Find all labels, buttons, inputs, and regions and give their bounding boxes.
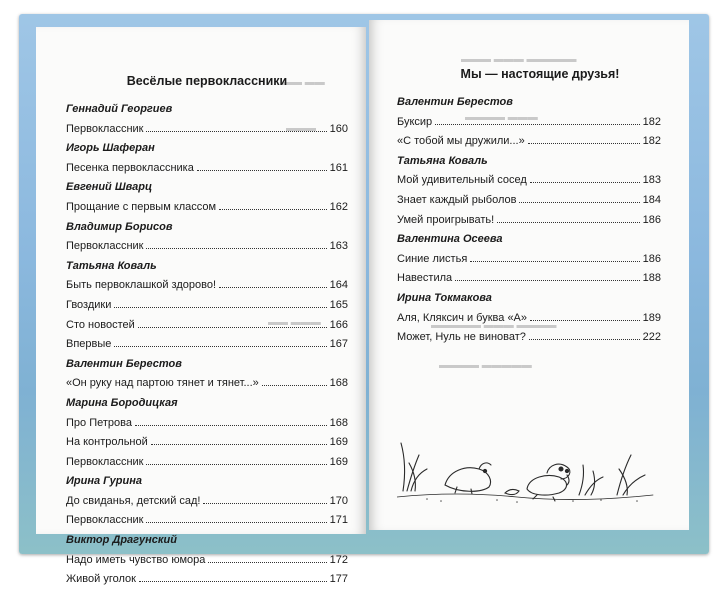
author-name: Валентин Берестов (397, 96, 513, 108)
page-number: 166 (329, 318, 348, 331)
dot-leader (139, 581, 327, 582)
page-number: 160 (329, 122, 348, 135)
entry-title: «С тобой мы дружили...» (397, 135, 525, 148)
page-number: 162 (329, 200, 348, 213)
page-number: 169 (329, 455, 348, 468)
toc-entry (66, 316, 348, 336)
entry-title: Буксир (397, 115, 433, 128)
author-name: Марина Бородицкая (66, 396, 178, 409)
animals-illustration (397, 425, 657, 505)
entry-title: Аля, Кляксич и буква «А» (397, 311, 528, 324)
page-number: 170 (329, 494, 348, 507)
toc-entry (66, 335, 348, 355)
entry-title: Прощание с первым классом (66, 200, 217, 213)
show-through-text: ▬▬▬▬▬ ▬▬▬ ▬▬▬▬ (431, 320, 557, 331)
author-name: Валентин Берестов (66, 357, 182, 370)
show-through-text: ▬▬▬ ▬▬▬ ▬▬▬▬▬ (461, 54, 577, 65)
entry-title: Может, Нуль не виноват? (397, 331, 526, 344)
page-number: 184 (642, 193, 661, 206)
page-number: 188 (642, 272, 661, 285)
left-page (36, 27, 366, 586)
page-number: 164 (329, 279, 348, 292)
dot-leader (519, 202, 639, 203)
toc-entry (397, 113, 661, 133)
dot-leader (497, 222, 639, 223)
dot-leader (135, 425, 327, 426)
toc-entry (397, 211, 661, 231)
right-page (369, 20, 689, 530)
dot-leader (208, 562, 326, 563)
page-number: 186 (642, 213, 661, 226)
page-number: 168 (329, 416, 348, 429)
toc-entry (397, 328, 661, 348)
toc-entry (66, 374, 348, 394)
page-number: 163 (329, 240, 348, 253)
dot-leader (146, 131, 326, 132)
show-through-text: ▬▬▬ (286, 123, 316, 134)
page-number: 177 (329, 573, 348, 586)
toc-entry (66, 492, 348, 512)
dot-leader (219, 287, 327, 288)
entry-title: Мой удивительный сосед (397, 174, 527, 187)
show-through-text: ▬▬▬▬ ▬▬▬▬▬ (439, 360, 532, 371)
author-name: Татьяна Коваль (397, 154, 488, 167)
toc-entry (66, 453, 348, 473)
page-number: 169 (329, 436, 348, 449)
entry-title: Впервые (66, 338, 112, 351)
dot-leader (203, 503, 326, 504)
author-name: Евгений Шварц (66, 181, 153, 194)
dot-leader (435, 124, 639, 125)
page-number: 182 (642, 135, 661, 148)
toc-entry (66, 433, 348, 453)
dot-leader (146, 522, 326, 523)
entry-title: Надо иметь чувство юмора (66, 553, 206, 566)
entry-title: Первоклассник (66, 514, 144, 527)
section-title: Весёлые первоклассники (126, 74, 288, 88)
toc-entry (66, 159, 348, 179)
toc-entry (66, 296, 348, 316)
entry-title: Знает каждый рыболов (397, 193, 517, 206)
table-of-contents-right (397, 65, 661, 348)
toc-entry (66, 276, 348, 296)
entry-title: Умей проигрывать! (397, 213, 495, 226)
table-of-contents-left (66, 72, 348, 590)
author-name: Валентина Осеева (397, 233, 503, 246)
entry-title: Гвоздики (66, 298, 112, 311)
entry-title: Живой уголок (66, 573, 136, 586)
dot-leader (262, 385, 327, 386)
author-name: Ирина Токмакова (397, 291, 492, 304)
dot-leader (528, 143, 640, 144)
page-number: 161 (329, 161, 348, 174)
dot-leader (219, 209, 327, 210)
dot-leader (114, 307, 326, 308)
toc-entry (397, 250, 661, 270)
dot-leader (146, 464, 326, 465)
section-title: Мы — настоящие друзья! (460, 67, 620, 81)
toc-entry (397, 269, 661, 289)
entry-title: На контрольной (66, 436, 148, 449)
dot-leader (114, 346, 326, 347)
entry-title: Первоклассник (66, 240, 144, 253)
author-name: Ирина Гурина (66, 475, 142, 488)
entry-title: Первоклассник (66, 122, 144, 135)
toc-entry (397, 309, 661, 329)
toc-entry (66, 511, 348, 531)
entry-title: Первоклассник (66, 455, 144, 468)
author-name: Татьяна Коваль (66, 259, 157, 272)
page-number: 167 (329, 338, 348, 351)
entry-title: Навестила (397, 272, 453, 285)
author-name: Виктор Драгунский (66, 534, 177, 547)
entry-title: Песенка первоклассника (66, 161, 194, 174)
toc-entry (397, 171, 661, 191)
entry-title: До свиданья, детский сад! (66, 494, 201, 507)
toc-entry (66, 570, 348, 590)
author-name: Игорь Шаферан (66, 142, 155, 155)
dot-leader (530, 182, 640, 183)
page-number: 182 (642, 115, 661, 128)
toc-entry (66, 551, 348, 571)
toc-entry (397, 132, 661, 152)
dot-leader (146, 248, 326, 249)
dot-leader (529, 339, 640, 340)
entry-title: Про Петрова (66, 416, 132, 429)
page-number: 171 (329, 514, 348, 527)
page-number: 183 (642, 174, 661, 187)
show-through-text: ▬▬▬▬ ▬▬▬ (465, 112, 538, 123)
toc-entry (66, 198, 348, 218)
entry-title: Быть первоклашкой здорово! (66, 279, 216, 292)
page-number: 189 (642, 311, 661, 324)
page-number: 172 (329, 553, 348, 566)
author-name: Владимир Борисов (66, 220, 173, 233)
entry-title: Синие листья (397, 252, 468, 265)
page-number: 222 (642, 331, 661, 344)
dot-leader (530, 320, 640, 321)
toc-entry (397, 191, 661, 211)
page-number: 168 (329, 377, 348, 390)
dot-leader (197, 170, 327, 171)
entry-title: «Он руку над партою тянет и тянет...» (66, 377, 259, 390)
dot-leader (470, 261, 639, 262)
author-name: Геннадий Георгиев (66, 103, 173, 115)
show-through-text: ▬▬ ▬▬▬ (268, 317, 321, 328)
dot-leader (151, 444, 327, 445)
toc-entry (66, 120, 348, 140)
dot-leader (455, 280, 640, 281)
page-number: 186 (642, 252, 661, 265)
page-number: 165 (329, 298, 348, 311)
toc-entry (66, 414, 348, 434)
toc-entry (66, 237, 348, 257)
dot-leader (138, 327, 327, 328)
show-through-text: ▬▬ ▬▬ (282, 77, 325, 88)
entry-title: Сто новостей (66, 318, 135, 331)
